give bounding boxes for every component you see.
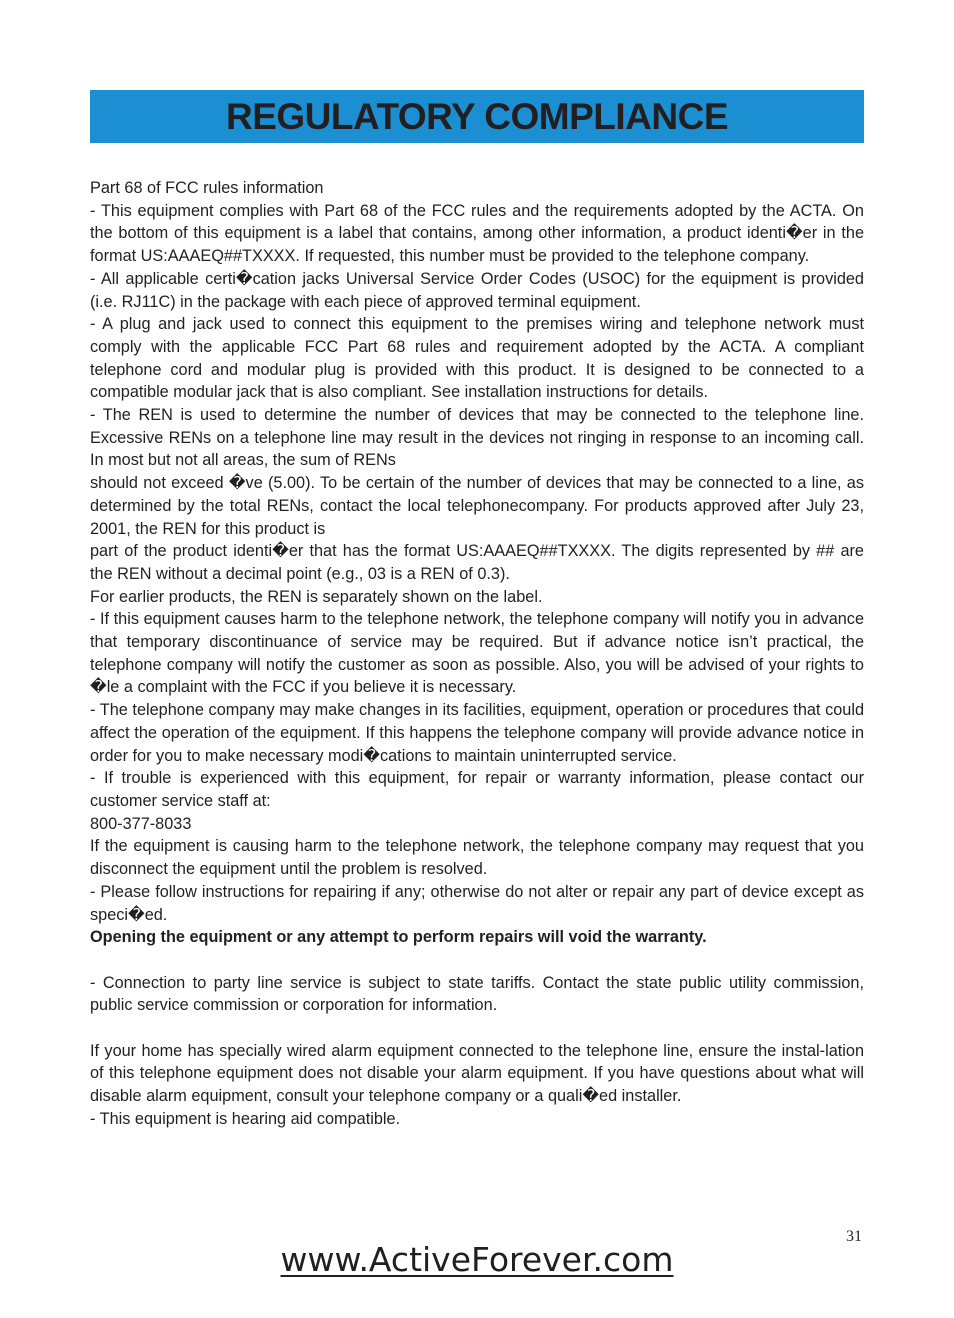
paragraph-facility-changes: - The telephone company may make changes in its facilities, equipment, operation or procedures that could affect the operation of the equipment. If this happens the telephone company will provide advance notice in order for you to make necessary modi�cations to maintain uninterrupted service. <box>90 701 864 765</box>
warranty-warning: Opening the equipment or any attempt to perform repairs will void the warranty. <box>90 928 707 947</box>
phone-number: 800-377-8033 <box>90 814 192 833</box>
paragraph-usoc: - All applicable certi�cation jacks Universal Service Order Codes (USOC) for the equipment is provided (i.e. RJ11C) in the package with each piece of approved terminal equipment. <box>90 269 864 311</box>
website-link[interactable]: www.ActiveForever.com <box>280 1240 674 1279</box>
paragraph-label-info: - This equipment complies with Part 68 of the FCC rules and the requirements adopted by the ACTA. On the bottom of this equipment is a label that contains, among other information, a product identi�er in the format US:AAAEQ##TXXXX. If requested, this number must be provided to the telephone company. <box>90 201 864 266</box>
paragraph-party-line: - Connection to party line service is subject to state tariffs. Contact the state public utility commission, public service commission or corporation for information. <box>90 973 864 1015</box>
paragraph-ren-limit: should not exceed �ve (5.00). To be certain of the number of devices that may be connected to a line, as determined by the total RENs, contact the local telephonecompany. For products approved after July 23, 2001, the REN for this product is <box>90 474 864 538</box>
paragraph-ren: - The REN is used to determine the number of devices that may be connected to the telephone line. Excessive RENs on a telephone line may result in the devices not ringing in response to an incoming call. In most but not all areas, the sum of RENs <box>90 406 864 470</box>
paragraph-earlier-products: For earlier products, the REN is separately shown on the label. <box>90 587 543 606</box>
section-heading: Part 68 of FCC rules information <box>90 179 324 197</box>
paragraph-ren-format: part of the product identi�er that has the format US:AAAEQ##TXXXX. The digits represented by ## are the REN without a decimal point (e.g., 03 is a REN of 0.3). <box>90 542 864 583</box>
body-text <box>90 177 864 1131</box>
paragraph-repair: - Please follow instructions for repairing if any; otherwise do not alter or repair any part of device except as speci�ed. <box>90 882 864 924</box>
title-banner <box>90 90 864 143</box>
paragraph-hearing-aid: - This equipment is hearing aid compatible. <box>90 1109 401 1128</box>
paragraph-network-harm: - If this equipment causes harm to the telephone network, the telephone company will notify you in advance that temporary discontinuance of service may be required. But if advance notice isn’t practical, the telephone company will notify the customer as soon as possible. Also, you will be advised of your rights to �le a complaint with the FCC if you believe it is necessary. <box>90 610 864 697</box>
paragraph-trouble: - If trouble is experienced with this equipment, for repair or warranty information, please contact our customer service staff at: <box>90 769 864 810</box>
page-title: REGULATORY COMPLIANCE <box>225 95 729 137</box>
spacer <box>90 1017 864 1040</box>
paragraph-plug-jack: - A plug and jack used to connect this equipment to the premises wiring and telephone network must comply with the applicable FCC Part 68 rules and requirement adopted by the ACTA. A compliant telephone cord and modular plug is provided with this product. It is designed to be connected to a compatible modular jack that is also compliant. See installation instructions for details. <box>90 315 864 402</box>
page-number: 31 <box>846 1228 862 1245</box>
spacer <box>90 949 864 972</box>
paragraph-alarm: If your home has specially wired alarm equipment connected to the telephone line, ensure the instal-lation of this telephone equipment does not disable your alarm equipment. If you have questions about what will disable alarm equipment, consult your telephone company or a quali�ed installer. <box>90 1041 864 1106</box>
paragraph-disconnect: If the equipment is causing harm to the telephone network, the telephone company may request that you disconnect the equipment until the problem is resolved. <box>90 837 864 879</box>
